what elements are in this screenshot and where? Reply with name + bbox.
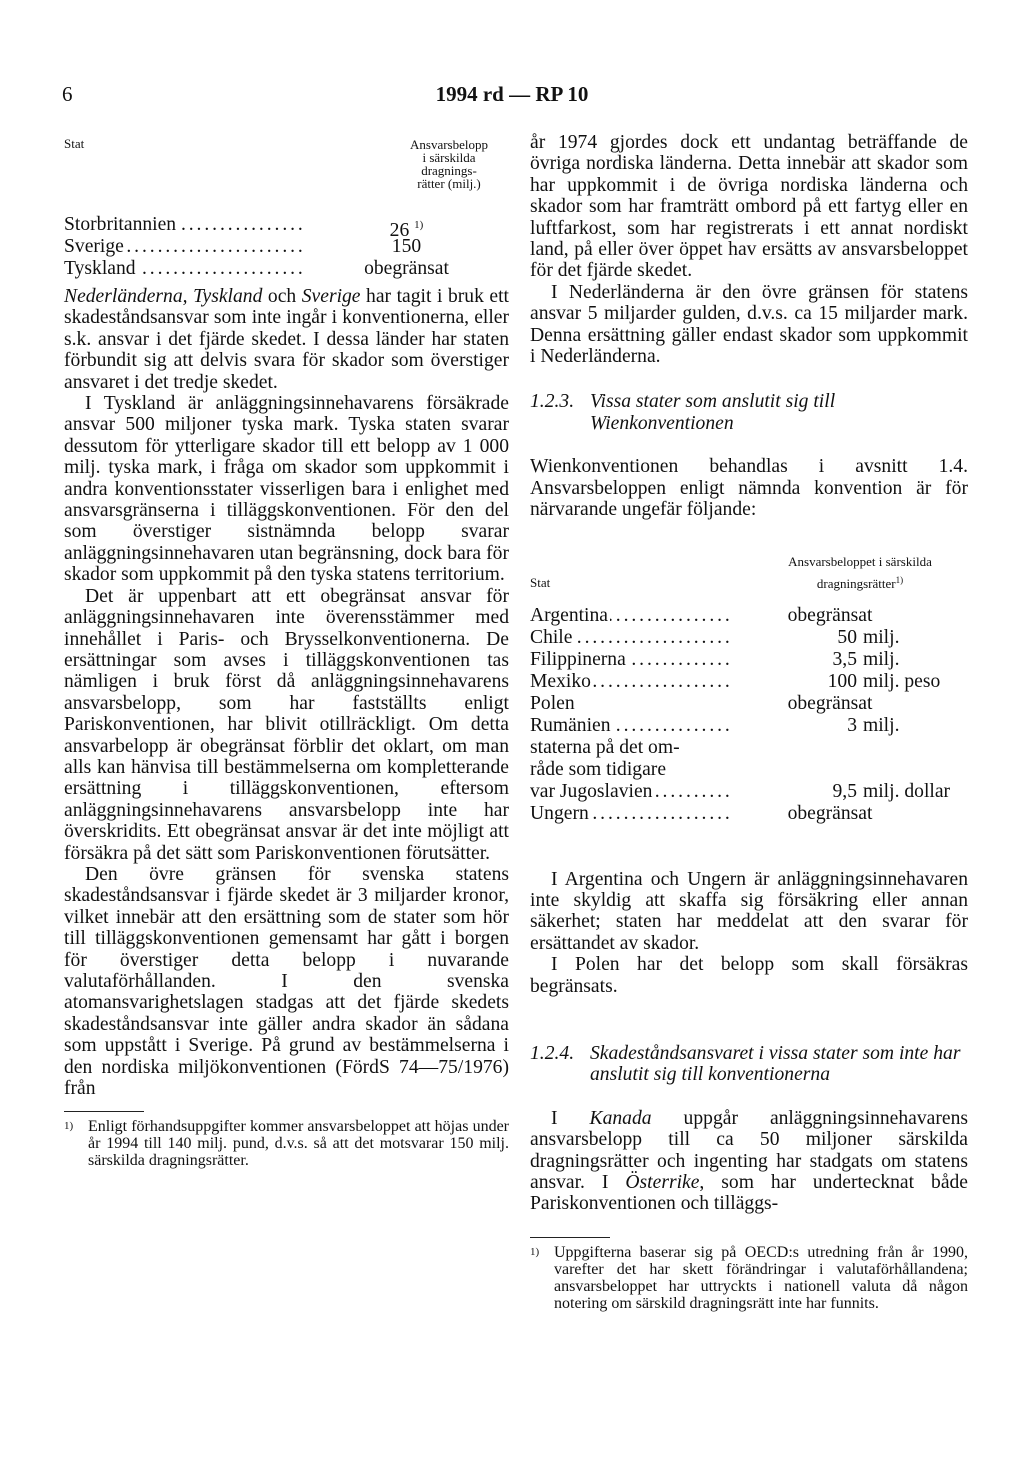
- left-column: [64, 132, 509, 1169]
- section-title: Skadeståndsansvaret i vissa stater som inte har anslutit sig till konventionerna: [590, 1042, 961, 1086]
- section-number: 1.2.3.: [530, 391, 575, 413]
- footnote: [64, 1118, 509, 1169]
- paragraph: år 1974 gjordes dock ett undantag beträffande de övriga nordiska länderna. Detta innebär att skador som har uppkommit i de övriga nordiska länderna och skador som har framträtt ombord på ett fartyg eller en luftfarkost, som har registrerats i ett annat nordiskt land, på eller över öppet hav ersätts av ansvarsbeloppet för det fjärde skedet.: [530, 132, 968, 282]
- row-country: Mexiko: [530, 670, 591, 692]
- liability-table-paris: [64, 132, 509, 282]
- paragraph: I Kanada uppgår anläggningsinnehavarens ansvarsbelopp till ca 50 miljoner särskilda dragningsrätter och ingenting har stadgats om statens ansvar. I Österrike, som har undertecknat både Pariskonventionen och tilläggs-: [530, 1107, 969, 1215]
- table-row: [530, 671, 970, 693]
- row-country: råde som tidigare: [530, 758, 667, 780]
- table-row: [530, 649, 970, 671]
- table-row: [530, 693, 970, 715]
- row-amount: obegränsat: [787, 604, 873, 626]
- footnote-mark: 1): [64, 1120, 74, 1133]
- right-column: [530, 132, 968, 1312]
- section-heading: [530, 1043, 968, 1086]
- table-row: [64, 214, 509, 241]
- section-title: Vissa stater som anslutit sig till Wienkonventionen: [590, 391, 836, 434]
- row-amount: 3,5: [832, 648, 857, 670]
- row-country: var Jugoslavien: [530, 780, 653, 802]
- table-header-amount: Ansvarsbeloppet i särskilda dragningsrätter$^{1)}$: [788, 553, 932, 591]
- row-amount: 3: [847, 714, 857, 736]
- table-header-stat: Stat: [530, 574, 551, 590]
- row-unit: milj.: [863, 648, 900, 670]
- paragraph: Det är uppenbart att ett obegränsat ansvar för anläggningsinnehavaren inte överensstämmer med innehållet i Paris- och Brysselkonventionerna. De ersättningar som avses i tilläggskonventionen tas nämligen i bruk först då anläggningsinnehavarens ansvarsbelopp, som har fastställts enligt Pariskonventionen, har blivit otillräckligt. Om detta ansvarbelopp är obegränsat förblir det oklart, om man alls kan hänvisa till bestämmelserna om kompletterande ersättning i tilläggskonventionen, eftersom anläggningsinnehavarens ansvarsbelopp inte har överskridits. Ett obegränsat ansvar är det inte möjligt att försäkra på det sätt som Pariskonventionen förutsätter.: [64, 585, 509, 864]
- footnote-text: Enligt förhandsuppgifter kommer ansvarsbeloppet att höjas under år 1994 till 140 milj. pund, d.v.s. så att det motsvarar 150 milj. särskilda dragningsrätter.: [88, 1118, 509, 1170]
- table-row: [64, 236, 509, 258]
- paragraph: Den övre gränsen för svenska statens skadeståndsansvar i fjärde skedet är 3 miljarder kronor, vilket innebär att den ersättning som de stater som hör till tilläggskonventionen gemensamt har gått i borgen för överstiger detta belopp i nuvarande valutaförhållanden. I den svenska atomansvarighetslagen stadgas att det fjärde skedets skadeståndsansvar inte gäller andra skador än sådana som uppstått i Sverige. På grund av bestämmelserna i den nordiska miljökonventionen (FördS 74—75/1976) från: [64, 863, 509, 1100]
- row-country: Filippinerna: [530, 648, 626, 670]
- row-unit: milj.: [863, 626, 900, 648]
- footnote-divider: [64, 1111, 144, 1112]
- paragraph: Nederländerna, Tyskland och Sverige har tagit i bruk ett skadeståndsansvar som inte ingår i konventionerna, eller s.k. ansvar i det fjärde skedet. I dessa länder har staten förbundit sig att delvis svara för skador som överstiger ansvaret i det tredje skedet.: [64, 286, 509, 393]
- table-row: [530, 781, 970, 803]
- paragraph: Wienkonventionen behandlas i avsnitt 1.4. Ansvarsbeloppen enligt nämnda konvention är för närvarande ungefär följande:: [530, 456, 968, 521]
- section-heading: [530, 391, 968, 434]
- row-country: Tyskland: [64, 258, 136, 279]
- paragraph: I Argentina och Ungern är anläggningsinnehavaren inte skyldig att skaffa sig försäkring eller annan säkerhet; staten har meddelat att den svarar för ersättandet av skador.: [530, 868, 968, 954]
- row-amount: obegränsat: [787, 692, 873, 714]
- running-head: 1994 rd — RP 10: [435, 82, 589, 106]
- footnote-ref: 1): [414, 219, 424, 231]
- table-row: [64, 258, 509, 280]
- table-row: [530, 627, 970, 649]
- section-number: 1.2.4.: [530, 1042, 575, 1064]
- paragraph: I Polen har det belopp som skall försäkras begränsats.: [530, 954, 968, 997]
- row-amount: 50: [837, 626, 857, 648]
- table-header-stat: Stat: [64, 136, 85, 151]
- row-country: Chile: [530, 626, 573, 648]
- table-row: [530, 605, 970, 627]
- row-country: Ungern: [530, 802, 589, 824]
- row-country: Storbritannien: [64, 214, 177, 235]
- row-country: Sverige: [64, 236, 124, 257]
- row-unit: milj.: [863, 714, 900, 736]
- paragraph: I Nederländerna är den övre gränsen för statens ansvar 5 miljarder gulden, d.v.s. ca 15 miljarder mark. Denna ersättning gäller endast skador som uppkommit i Nederländerna.: [530, 281, 968, 368]
- row-unit: milj. peso: [863, 670, 941, 692]
- table-row: [530, 803, 970, 825]
- table-row: [530, 759, 970, 781]
- paragraph: I Tyskland är anläggningsinnehavarens försäkrade ansvar 500 miljoner tyska mark. Tyska staten svarar dessutom för ytterligare skador till ett belopp av 1 000 milj. tyska mark, i fråga om skador som uppkommit i andra konventionsstater visserligen bara i enlighet med ansvarsgränserna i tilläggskonventionen. För den del som överstiger sistnämnda belopp svarar anläggningsinnehavaren utan begränsning, dock bara för skador som uppkommit på den tyska statens territorium.: [64, 393, 509, 586]
- row-amount: 9,5: [832, 780, 857, 802]
- footnote-divider: [530, 1237, 610, 1238]
- footnote: [530, 1244, 968, 1312]
- row-amount: 150: [391, 236, 422, 257]
- table-row: [530, 715, 970, 737]
- table-row: [530, 737, 970, 759]
- liability-table-vienna: [530, 543, 968, 833]
- footnote-mark: 1): [530, 1245, 540, 1258]
- page-number: 6: [62, 82, 73, 106]
- row-country: Rumänien: [530, 714, 611, 736]
- row-country: Argentina: [530, 604, 608, 626]
- row-country: Polen: [530, 692, 575, 714]
- row-amount: 100: [827, 670, 857, 692]
- row-amount: 26: [389, 220, 410, 241]
- row-amount: obegränsat: [364, 258, 449, 279]
- row-amount: obegränsat: [787, 802, 873, 824]
- table-header-amount: Ansvarsbelopp i särskilda dragnings- rätter (milj.): [410, 137, 488, 191]
- footnote-text: Uppgifterna baserar sig på OECD:s utredning från år 1990, varefter det har skett förändringar i valutaförhållandena; ansvarsbeloppet har uttryckts i nationell valuta då någon notering om särskild dragningsrätt inte har funnits.: [554, 1243, 968, 1312]
- row-country: staterna på det om-: [530, 736, 680, 758]
- row-unit: milj. dollar: [863, 780, 951, 802]
